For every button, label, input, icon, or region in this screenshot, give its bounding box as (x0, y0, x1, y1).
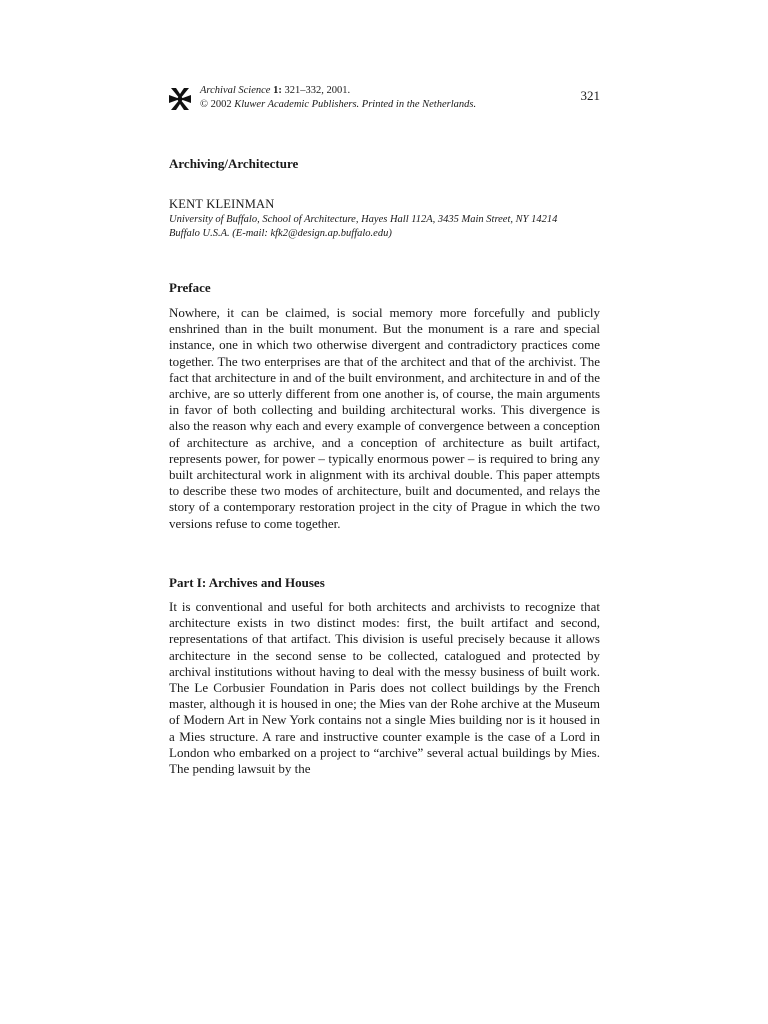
journal-volume: 1: (273, 85, 282, 96)
preface-heading: Preface (169, 280, 211, 295)
journal-header (169, 84, 600, 114)
part1-paragraph: It is conventional and useful for both architects and archivists to recognize that architecture exists in two distinct modes: first, the built artifact and second, representations of that artifact. This division is useful precisely because it allows architecture in the second sense to be collected, catalogued and protected by archival institutions without having to deal with the messy business of built work. The Le Corbusier Foundation in Paris does not collect buildings by the French master, although it is housed in one; the Mies van der Rohe archive at the Museum of Modern Art in New York contains not a single Mies building nor is it housed in a Mies structure. A rare and instructive counter example is the case of a Lord in London who embarked on a project to “archive” several actual buildings by Mies. The pending lawsuit by the (169, 599, 600, 777)
copyright-symbol: © (200, 99, 208, 110)
author-name: KENT KLEINMAN (169, 197, 275, 211)
article-title: Archiving/Architecture (169, 156, 299, 171)
publisher-name: Kluwer Academic Publishers. (234, 99, 360, 110)
journal-name: Archival Science (200, 85, 271, 96)
author-affiliation (169, 213, 600, 241)
preface-paragraph: Nowhere, it can be claimed, is social memory more forcefully and publicly enshrined than in the built monument. But the monument is a rare and special instance, one in which two otherwise divergent and contradictory practices come together. The two enterprises are that of the architect and that of the archivist. The fact that architecture in and of the built environment, and architecture in and of the archive, are so utterly different from one another is, of course, the main arguments in favor of both collecting and building architectural works. This divergence is also the reason why each and every example of convergence between a conception of architecture as archive, and a conception of architecture as built artifact, represents power, for power – typically enormous power – is required to bring any built architectural work in alignment with its archival double. This paper attempts to describe these two modes of architecture, built and documented, and relays the story of a contemporary restoration project in the city of Prague in which the two versions refuse to come together. (169, 305, 600, 531)
part1-heading: Part I: Archives and Houses (169, 575, 325, 590)
affiliation-line-1: University of Buffalo, School of Architecture, Hayes Hall 112A, 3435 Main Street, NY 14214 (169, 214, 558, 225)
printed-location: Printed in the Netherlands. (361, 99, 477, 110)
affiliation-line-2: Buffalo U.S.A. (E-mail: kfk2@design.ap.buffalo.edu) (169, 228, 392, 239)
page-number: 321 (580, 88, 600, 103)
journal-citation (200, 84, 476, 112)
kluwer-logo-icon (169, 86, 191, 112)
copyright-year: 2002 (210, 99, 232, 110)
journal-pages: 321–332, 2001. (284, 85, 351, 96)
